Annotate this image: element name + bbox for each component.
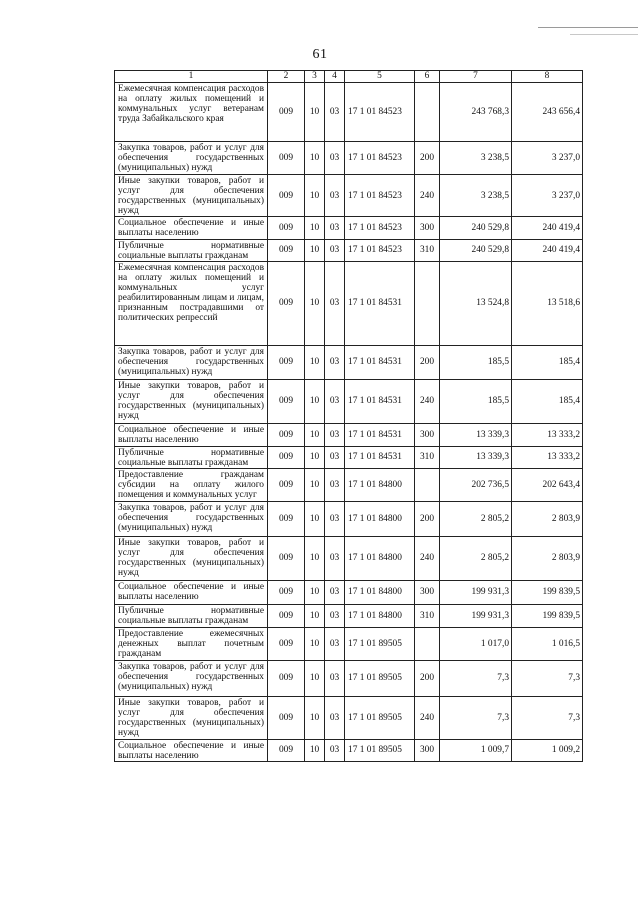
col-8-value: 199 839,5 <box>512 604 583 627</box>
col-8-value: 1 016,5 <box>512 627 583 660</box>
col-7-value: 2 805,2 <box>440 536 512 580</box>
col-5-value: 17 1 01 84800 <box>345 468 415 501</box>
col-5-value: 17 1 01 84531 <box>345 261 415 345</box>
col-8-value: 243 656,4 <box>512 83 583 142</box>
table-row <box>115 627 583 660</box>
col-4-value: 03 <box>325 501 345 536</box>
col-8-value: 199 839,5 <box>512 580 583 604</box>
column-header-7: 7 <box>440 71 512 83</box>
col-6-value: 200 <box>415 142 440 175</box>
col-6-value: 310 <box>415 446 440 468</box>
col-7-value: 1 009,7 <box>440 739 512 761</box>
col-2-value: 009 <box>268 501 305 536</box>
col-2-value: 009 <box>268 379 305 423</box>
col-5-value: 17 1 01 84523 <box>345 83 415 142</box>
col-4-value: 03 <box>325 627 345 660</box>
col-8-value: 3 237,0 <box>512 142 583 175</box>
row-description: Публичные нормативные социальные выплаты гражданам <box>115 604 268 627</box>
col-6-value: 300 <box>415 739 440 761</box>
col-4-value: 03 <box>325 142 345 175</box>
col-2-value: 009 <box>268 627 305 660</box>
col-3-value: 10 <box>305 604 325 627</box>
col-8-value: 240 419,4 <box>512 217 583 239</box>
table-row <box>115 580 583 604</box>
col-2-value: 009 <box>268 261 305 345</box>
col-4-value: 03 <box>325 423 345 446</box>
table-row <box>115 446 583 468</box>
row-description: Иные закупки товаров, работ и услуг для обеспечения государственных (муниципальных) нужд <box>115 379 268 423</box>
table-row <box>115 379 583 423</box>
col-2-value: 009 <box>268 660 305 696</box>
table-row <box>115 501 583 536</box>
table-row <box>115 739 583 761</box>
col-8-value: 185,4 <box>512 345 583 379</box>
col-7-value: 199 931,3 <box>440 604 512 627</box>
col-8-value: 1 009,2 <box>512 739 583 761</box>
col-5-value: 17 1 01 89505 <box>345 739 415 761</box>
col-7-value: 3 238,5 <box>440 175 512 217</box>
col-8-value: 3 237,0 <box>512 175 583 217</box>
col-3-value: 10 <box>305 501 325 536</box>
col-3-value: 10 <box>305 423 325 446</box>
col-3-value: 10 <box>305 83 325 142</box>
table-row <box>115 83 583 142</box>
col-7-value: 185,5 <box>440 345 512 379</box>
row-description: Закупка товаров, работ и услуг для обеспечения государственных (муниципальных) нужд <box>115 501 268 536</box>
col-7-value: 1 017,0 <box>440 627 512 660</box>
col-4-value: 03 <box>325 446 345 468</box>
col-8-value: 13 333,2 <box>512 446 583 468</box>
col-2-value: 009 <box>268 217 305 239</box>
col-6-value: 300 <box>415 580 440 604</box>
col-7-value: 199 931,3 <box>440 580 512 604</box>
col-3-value: 10 <box>305 696 325 739</box>
col-2-value: 009 <box>268 239 305 261</box>
col-2-value: 009 <box>268 468 305 501</box>
col-6-value: 300 <box>415 423 440 446</box>
col-6-value <box>415 83 440 142</box>
col-6-value <box>415 261 440 345</box>
col-5-value: 17 1 01 84523 <box>345 217 415 239</box>
row-description: Иные закупки товаров, работ и услуг для обеспечения государственных (муниципальных) нужд <box>115 696 268 739</box>
col-2-value: 009 <box>268 696 305 739</box>
col-8-value: 13 518,6 <box>512 261 583 345</box>
col-2-value: 009 <box>268 580 305 604</box>
col-4-value: 03 <box>325 660 345 696</box>
col-5-value: 17 1 01 84800 <box>345 580 415 604</box>
col-4-value: 03 <box>325 468 345 501</box>
table-row <box>115 660 583 696</box>
row-description: Социальное обеспечение и иные выплаты населению <box>115 580 268 604</box>
column-header-6: 6 <box>415 71 440 83</box>
table-row <box>115 604 583 627</box>
col-8-value: 7,3 <box>512 696 583 739</box>
col-5-value: 17 1 01 89505 <box>345 696 415 739</box>
col-2-value: 009 <box>268 345 305 379</box>
col-3-value: 10 <box>305 175 325 217</box>
col-3-value: 10 <box>305 739 325 761</box>
col-5-value: 17 1 01 89505 <box>345 627 415 660</box>
col-8-value: 240 419,4 <box>512 239 583 261</box>
col-7-value: 240 529,8 <box>440 239 512 261</box>
col-2-value: 009 <box>268 446 305 468</box>
col-7-value: 202 736,5 <box>440 468 512 501</box>
col-2-value: 009 <box>268 142 305 175</box>
table-row <box>115 239 583 261</box>
col-8-value: 2 803,9 <box>512 501 583 536</box>
table-row <box>115 536 583 580</box>
scan-edge-line <box>538 27 638 28</box>
row-description: Иные закупки товаров, работ и услуг для обеспечения государственных (муниципальных) нужд <box>115 536 268 580</box>
col-6-value <box>415 627 440 660</box>
col-6-value: 200 <box>415 345 440 379</box>
table-row <box>115 696 583 739</box>
row-description: Ежемесячная компенсация расходов на оплату жилых помещений и коммунальных услуг ветеранам труда Забайкальского края <box>115 83 268 142</box>
col-6-value <box>415 468 440 501</box>
row-description: Иные закупки товаров, работ и услуг для обеспечения государственных (муниципальных) нужд <box>115 175 268 217</box>
column-header-2: 2 <box>268 71 305 83</box>
col-5-value: 17 1 01 84800 <box>345 536 415 580</box>
col-2-value: 009 <box>268 175 305 217</box>
table-row <box>115 468 583 501</box>
table-body <box>115 83 583 762</box>
col-6-value: 200 <box>415 501 440 536</box>
col-7-value: 7,3 <box>440 696 512 739</box>
col-3-value: 10 <box>305 580 325 604</box>
col-6-value: 310 <box>415 239 440 261</box>
col-4-value: 03 <box>325 83 345 142</box>
row-description: Предоставление гражданам субсидии на оплату жилого помещения и коммунальных услуг <box>115 468 268 501</box>
col-7-value: 13 339,3 <box>440 423 512 446</box>
col-4-value: 03 <box>325 604 345 627</box>
scan-edge-line-2 <box>570 34 638 35</box>
col-6-value: 300 <box>415 217 440 239</box>
col-7-value: 13 524,8 <box>440 261 512 345</box>
col-5-value: 17 1 01 84800 <box>345 604 415 627</box>
row-description: Ежемесячная компенсация расходов на оплату жилых помещений и коммунальных услуг реабилитированным лицам и лицам, признанным пострадавшими от политических репрессий <box>115 261 268 345</box>
column-header-1: 1 <box>115 71 268 83</box>
col-7-value: 240 529,8 <box>440 217 512 239</box>
col-6-value: 240 <box>415 696 440 739</box>
col-7-value: 185,5 <box>440 379 512 423</box>
col-7-value: 243 768,3 <box>440 83 512 142</box>
col-4-value: 03 <box>325 696 345 739</box>
col-5-value: 17 1 01 84523 <box>345 239 415 261</box>
col-4-value: 03 <box>325 345 345 379</box>
col-5-value: 17 1 01 89505 <box>345 660 415 696</box>
col-6-value: 310 <box>415 604 440 627</box>
col-6-value: 240 <box>415 175 440 217</box>
col-4-value: 03 <box>325 217 345 239</box>
col-6-value: 240 <box>415 536 440 580</box>
col-3-value: 10 <box>305 239 325 261</box>
row-description: Социальное обеспечение и иные выплаты населению <box>115 739 268 761</box>
col-6-value: 200 <box>415 660 440 696</box>
col-4-value: 03 <box>325 261 345 345</box>
col-8-value: 185,4 <box>512 379 583 423</box>
col-2-value: 009 <box>268 83 305 142</box>
row-description: Социальное обеспечение и иные выплаты населению <box>115 423 268 446</box>
col-7-value: 7,3 <box>440 660 512 696</box>
col-4-value: 03 <box>325 739 345 761</box>
col-5-value: 17 1 01 84531 <box>345 379 415 423</box>
col-4-value: 03 <box>325 239 345 261</box>
table-row <box>115 142 583 175</box>
column-header-3: 3 <box>305 71 325 83</box>
col-3-value: 10 <box>305 217 325 239</box>
column-header-5: 5 <box>345 71 415 83</box>
col-4-value: 03 <box>325 536 345 580</box>
row-description: Закупка товаров, работ и услуг для обеспечения государственных (муниципальных) нужд <box>115 660 268 696</box>
col-3-value: 10 <box>305 446 325 468</box>
col-4-value: 03 <box>325 580 345 604</box>
col-6-value: 240 <box>415 379 440 423</box>
table-row <box>115 423 583 446</box>
col-7-value: 3 238,5 <box>440 142 512 175</box>
col-3-value: 10 <box>305 468 325 501</box>
column-header-8: 8 <box>512 71 583 83</box>
row-description: Публичные нормативные социальные выплаты гражданам <box>115 239 268 261</box>
col-8-value: 202 643,4 <box>512 468 583 501</box>
page-number: 61 <box>312 47 328 62</box>
col-3-value: 10 <box>305 660 325 696</box>
col-4-value: 03 <box>325 379 345 423</box>
table-row <box>115 261 583 345</box>
col-2-value: 009 <box>268 604 305 627</box>
col-5-value: 17 1 01 84800 <box>345 501 415 536</box>
col-3-value: 10 <box>305 345 325 379</box>
col-3-value: 10 <box>305 142 325 175</box>
col-5-value: 17 1 01 84531 <box>345 345 415 379</box>
table-row <box>115 175 583 217</box>
col-2-value: 009 <box>268 739 305 761</box>
row-description: Публичные нормативные социальные выплаты гражданам <box>115 446 268 468</box>
table-row <box>115 345 583 379</box>
col-3-value: 10 <box>305 379 325 423</box>
col-3-value: 10 <box>305 536 325 580</box>
col-5-value: 17 1 01 84523 <box>345 175 415 217</box>
table-header <box>115 71 583 83</box>
col-8-value: 7,3 <box>512 660 583 696</box>
row-description: Предоставление ежемесячных денежных выплат почетным гражданам <box>115 627 268 660</box>
table-row <box>115 217 583 239</box>
budget-table <box>114 70 583 762</box>
col-7-value: 13 339,3 <box>440 446 512 468</box>
col-4-value: 03 <box>325 175 345 217</box>
col-5-value: 17 1 01 84531 <box>345 446 415 468</box>
col-8-value: 13 333,2 <box>512 423 583 446</box>
col-3-value: 10 <box>305 627 325 660</box>
row-description: Закупка товаров, работ и услуг для обеспечения государственных (муниципальных) нужд <box>115 142 268 175</box>
col-5-value: 17 1 01 84523 <box>345 142 415 175</box>
row-description: Социальное обеспечение и иные выплаты населению <box>115 217 268 239</box>
col-2-value: 009 <box>268 423 305 446</box>
row-description: Закупка товаров, работ и услуг для обеспечения государственных (муниципальных) нужд <box>115 345 268 379</box>
col-2-value: 009 <box>268 536 305 580</box>
col-3-value: 10 <box>305 261 325 345</box>
col-5-value: 17 1 01 84531 <box>345 423 415 446</box>
column-header-4: 4 <box>325 71 345 83</box>
col-8-value: 2 803,9 <box>512 536 583 580</box>
col-7-value: 2 805,2 <box>440 501 512 536</box>
header-row <box>115 71 583 83</box>
